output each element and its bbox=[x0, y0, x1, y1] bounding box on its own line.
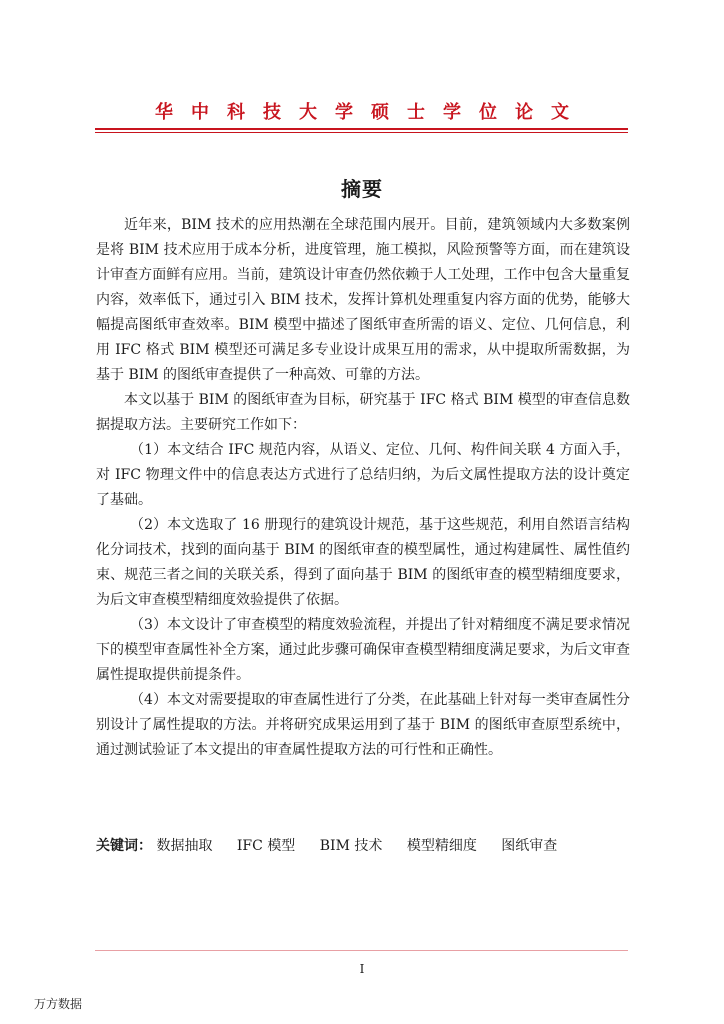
header-rule-thick bbox=[95, 128, 628, 130]
abstract-paragraph-1: 近年来，BIM 技术的应用热潮在全球范围内展开。目前，建筑领域内大多数案例是将 BIM 技术应用于成本分析，进度管理，施工模拟，风险预警等方面，而在建筑设计审查方面鲜有应用。当前，建筑设计审查仍然依赖于人工处理，工作中包含大量重复内容，效率低下，通过引入 BIM 技术，发挥计算机处理重复内容方面的优势，能够大幅提高图纸审查效率。BIM 模型中描述了图纸审查所需的语义、定位、几何信息，利用 IFC 格式 BIM 模型还可满足多专业设计成果互用的需求，从中提取所需数据，为基于 BIM 的图纸审查提供了一种高效、可靠的方法。 bbox=[96, 217, 630, 383]
keywords-label: 关键词： bbox=[96, 838, 152, 854]
page-number: I bbox=[359, 962, 365, 976]
abstract-list-item-4: （4）本文对需要提取的审查属性进行了分类，在此基础上针对每一类审查属性分别设计了属性提取的方法。并将研究成果运用到了基于 BIM 的图纸审查原型系统中，通过测试验证了本文提出的审查属性提取方法的可行性和正确性。 bbox=[96, 692, 630, 758]
keyword-item: 模型精细度 bbox=[406, 838, 477, 854]
keyword-item: IFC 模型 bbox=[236, 838, 296, 854]
abstract-list-item-1: （1）本文结合 IFC 规范内容，从语义、定位、几何、构件间关联 4 方面入手，对 IFC 物理文件中的信息表达方式进行了总结归纳，为后文属性提取方法的设计奠定了基础。 bbox=[96, 442, 630, 508]
abstract-paragraph-2: 本文以基于 BIM 的图纸审查为目标，研究基于 IFC 格式 BIM 模型的审查信息数据提取方法。主要研究工作如下： bbox=[96, 392, 630, 433]
keyword-item: 数据抽取 bbox=[156, 838, 213, 854]
abstract-body bbox=[96, 213, 630, 763]
keyword-item: 图纸审查 bbox=[501, 838, 558, 854]
abstract-heading: 摘要 bbox=[341, 177, 383, 201]
footer-rule bbox=[95, 950, 628, 951]
source-watermark: 万方数据 bbox=[34, 997, 83, 1011]
abstract-list-item-2: （2）本文选取了 16 册现行的建筑设计规范，基于这些规范，利用自然语言结构化分词技术，找到的面向基于 BIM 的图纸审查的模型属性，通过构建属性、属性值约束、规范三者之间的关联关系，得到了面向基于 BIM 的图纸审查的模型精细度要求，为后文审查模型精细度效验提供了依据。 bbox=[96, 517, 630, 608]
keyword-item: BIM 技术 bbox=[319, 838, 383, 854]
thesis-header-title: 华中科技大学硕士学位论文 bbox=[155, 102, 587, 123]
abstract-list-item-3: （3）本文设计了审查模型的精度效验流程，并提出了针对精细度不满足要求情况下的模型审查属性补全方案，通过此步骤可确保审查模型精细度满足要求，为后文审查属性提取提供前提条件。 bbox=[96, 617, 630, 683]
header-rule-thin bbox=[95, 132, 628, 133]
keywords-line bbox=[96, 835, 577, 855]
